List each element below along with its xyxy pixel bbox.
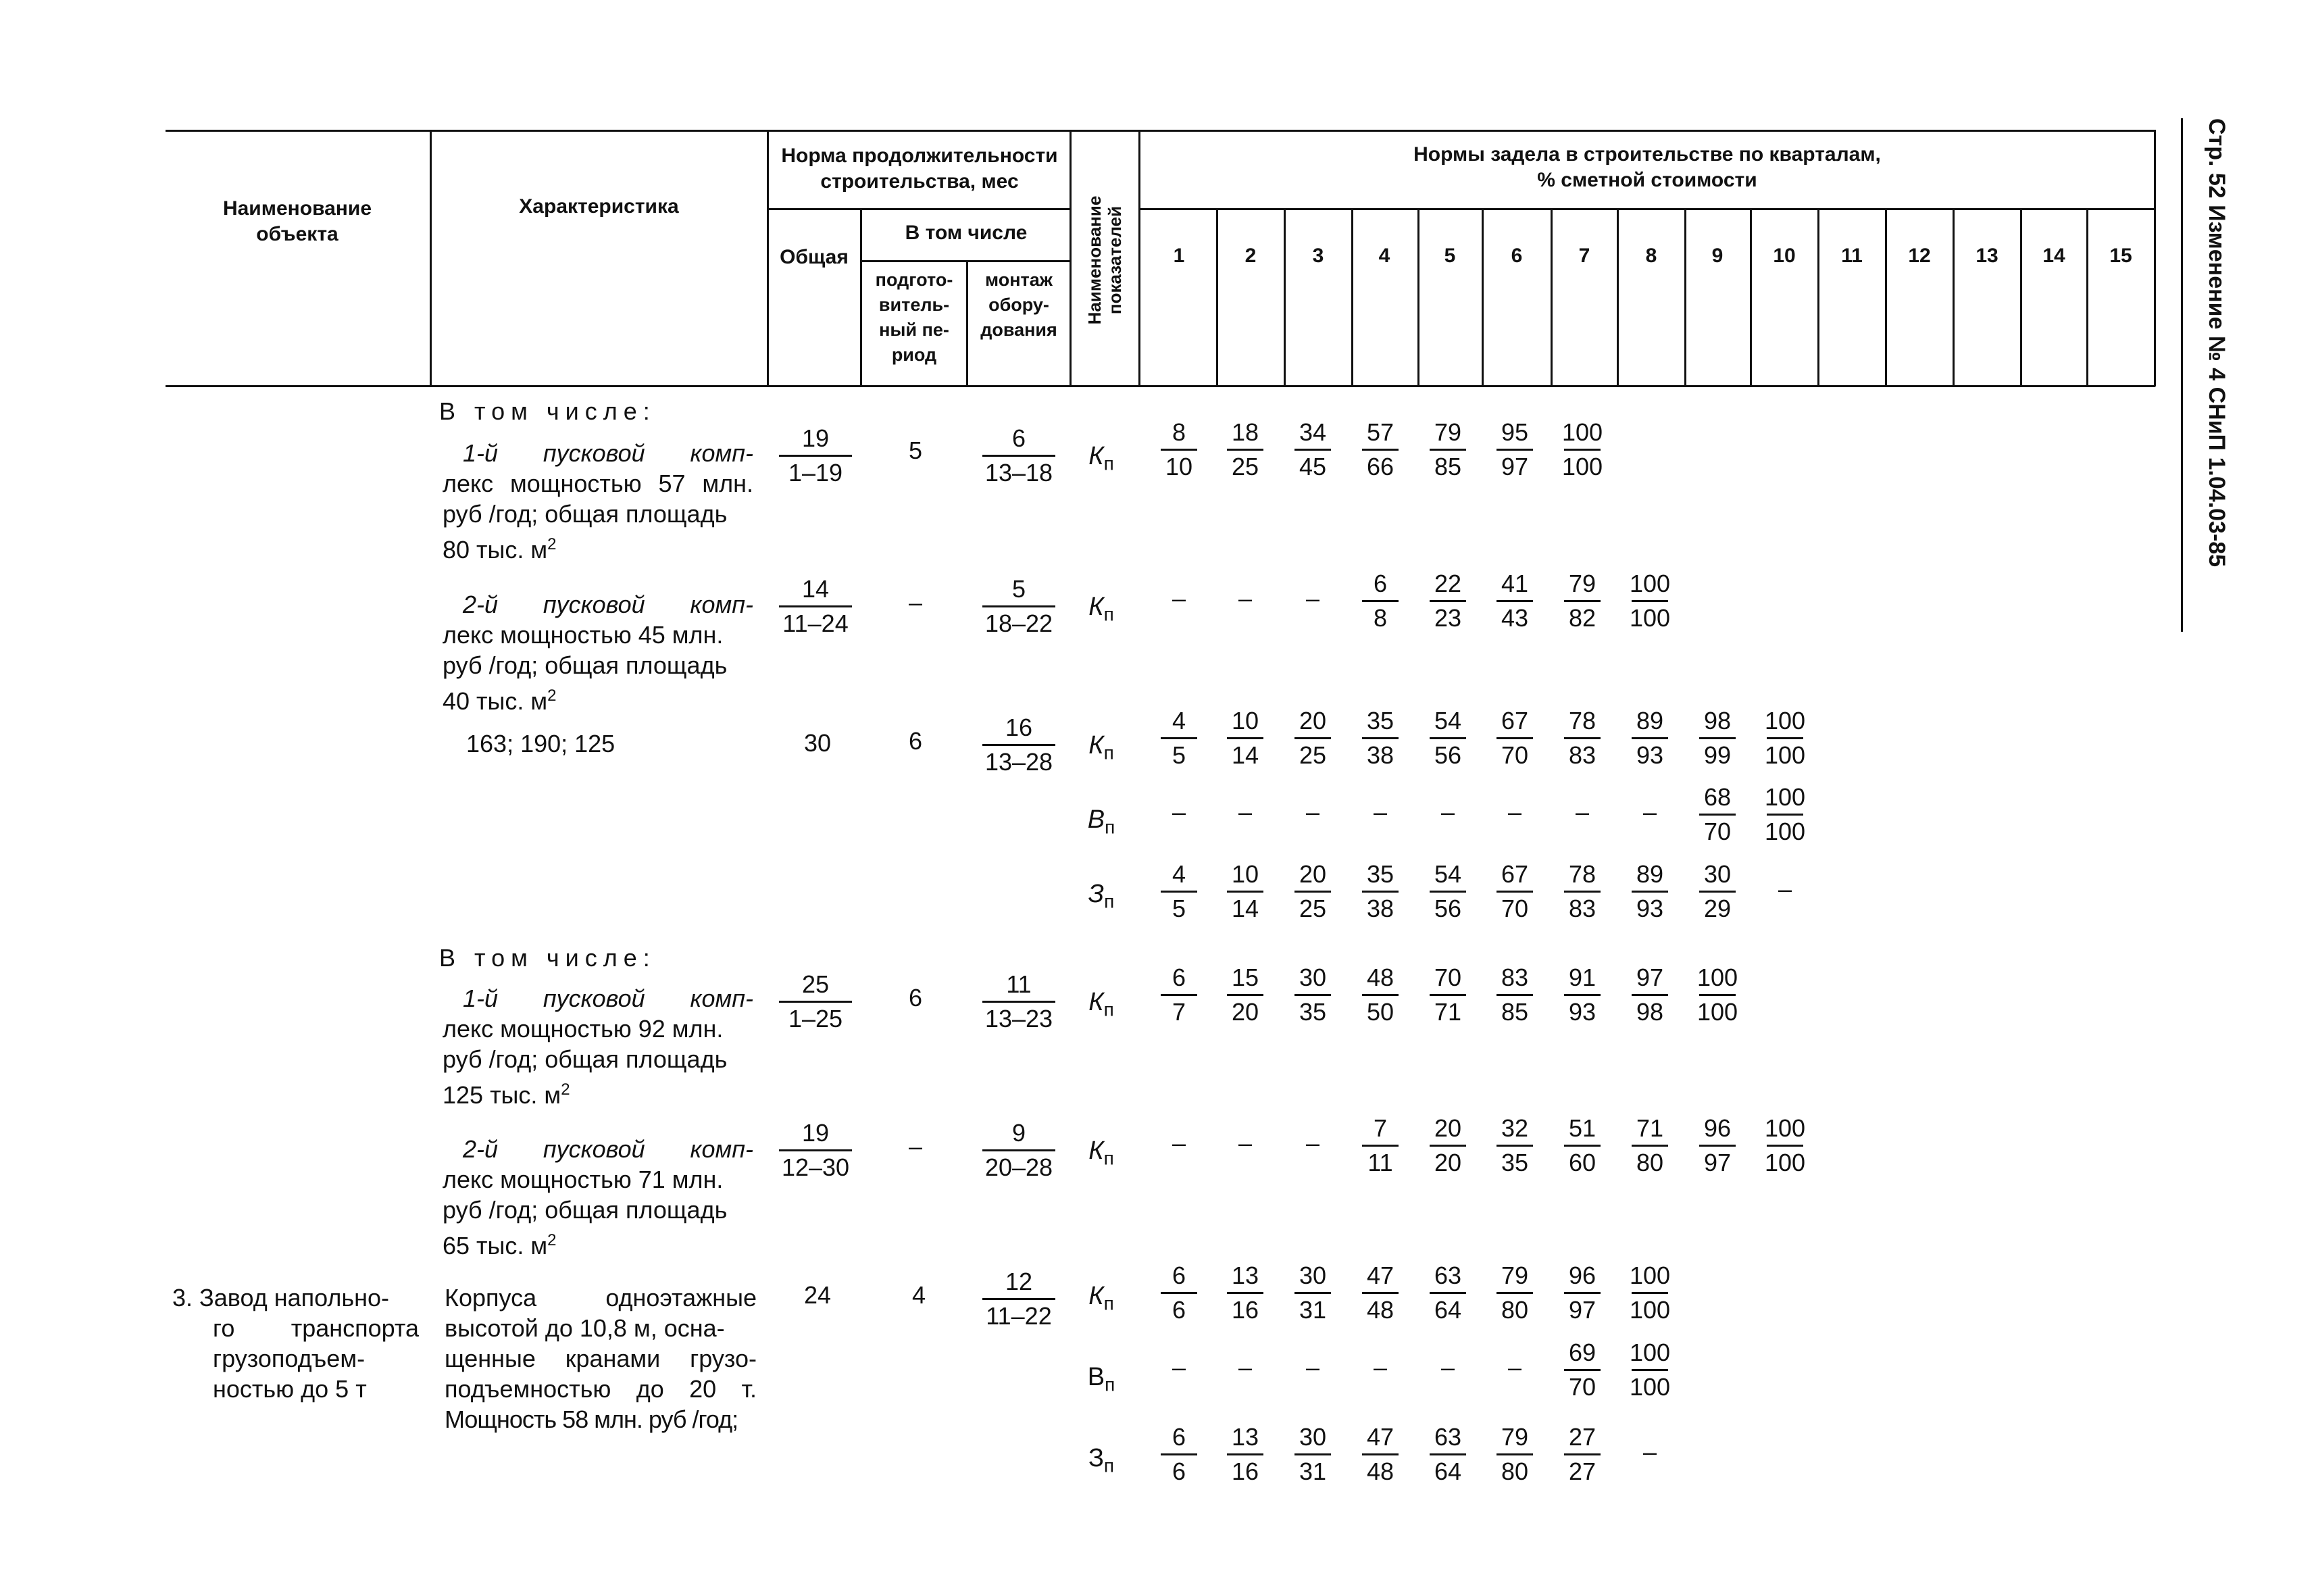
quarter-value: 30 35 xyxy=(1276,963,1350,1027)
quarter-value: 47 48 xyxy=(1343,1422,1417,1487)
quarter-value: 30 29 xyxy=(1680,859,1755,924)
quarter-value: 6 7 xyxy=(1142,963,1216,1027)
q-divider xyxy=(1482,208,1484,386)
indicator-kp: $К_п$ xyxy=(1088,988,1114,1020)
complex-2-prep-period: – xyxy=(908,589,923,616)
quarter-header: 12 xyxy=(1908,245,1931,267)
empty-cell-dash: – xyxy=(1642,798,1657,826)
header-characteristic: Характеристика xyxy=(519,195,679,218)
complex-2-title: 2-й пусковой комп- xyxy=(463,591,753,618)
indicator-zp: $З_п$ xyxy=(1088,880,1115,912)
quarter-value: 30 31 xyxy=(1276,1422,1350,1487)
quarter-value: 69 70 xyxy=(1545,1338,1619,1402)
empty-cell-dash: – xyxy=(1642,1438,1657,1466)
empty-cell-dash: – xyxy=(1305,798,1320,826)
in-that-number-label: В том числе: xyxy=(439,397,656,425)
quarter-header: 13 xyxy=(1976,245,1998,267)
empty-cell-dash: – xyxy=(1238,798,1253,826)
header-preparatory: подгото- витель- ный пе- риод xyxy=(875,270,953,365)
quarter-value: 18 25 xyxy=(1208,418,1282,482)
empty-cell-dash: – xyxy=(1172,584,1186,612)
quarter-header: 10 xyxy=(1773,245,1796,267)
in-that-number-label: В том числе: xyxy=(439,944,656,972)
complex-1-total-duration: 25 1–25 xyxy=(768,970,863,1034)
empty-cell-dash: – xyxy=(1507,1353,1522,1381)
quarter-value: 6 6 xyxy=(1142,1261,1216,1325)
quarter-value: 100 100 xyxy=(1764,783,1806,845)
prep-period: 6 xyxy=(908,727,923,755)
indicator-kp: $К_п$ xyxy=(1088,731,1114,764)
quarter-value: 100 100 xyxy=(1561,418,1603,480)
quarter-value: 22 23 xyxy=(1411,569,1485,633)
quarter-value: 51 60 xyxy=(1545,1114,1619,1178)
prep-period: 4 xyxy=(911,1281,926,1309)
quarter-header: 4 xyxy=(1378,245,1390,267)
col-divider-1 xyxy=(430,130,432,386)
q-divider xyxy=(1617,208,1619,386)
quarter-value: 32 35 xyxy=(1478,1114,1552,1178)
complex-2-prep-period: – xyxy=(908,1132,923,1160)
total-duration: 24 xyxy=(803,1281,832,1309)
complex-2-total-duration: 19 12–30 xyxy=(768,1118,863,1182)
empty-cell-dash: – xyxy=(1172,1129,1186,1157)
complex-1-mounting-period: 11 13–23 xyxy=(972,970,1066,1034)
quarter-value: 48 50 xyxy=(1343,963,1417,1027)
complex-1-description: лекс мощностью 57 млн. руб /год; общая площадь 80 тыс. $м^2$ xyxy=(443,470,753,564)
quarter-value: 4 5 xyxy=(1142,859,1216,924)
empty-cell-dash: – xyxy=(1778,875,1792,903)
header-indicators: Наименование показателей xyxy=(1084,195,1125,325)
quarter-value: 35 38 xyxy=(1343,859,1417,924)
quarter-value: 100 100 xyxy=(1764,707,1806,769)
quarter-value: 79 85 xyxy=(1411,418,1485,482)
quarter-value: 35 38 xyxy=(1343,706,1417,770)
quarter-value: 34 45 xyxy=(1276,418,1350,482)
complex-1-title: 1-й пусковой комп- xyxy=(463,439,753,467)
quarter-value: 95 97 xyxy=(1478,418,1552,482)
quarter-header: 5 xyxy=(1444,245,1456,267)
quarter-value: 79 80 xyxy=(1478,1422,1552,1487)
empty-cell-dash: – xyxy=(1373,1353,1388,1381)
quarter-value: 13 16 xyxy=(1208,1261,1282,1325)
quarter-header: 9 xyxy=(1711,245,1724,267)
quarter-value: 10 14 xyxy=(1208,859,1282,924)
empty-cell-dash: – xyxy=(1238,1129,1253,1157)
empty-cell-dash: – xyxy=(1172,1353,1186,1381)
quarter-value: 4 5 xyxy=(1142,706,1216,770)
complex-1-prep-period: 5 xyxy=(908,437,923,464)
header-total: Общая xyxy=(780,246,849,268)
header-backlog-norm: Нормы задела в строительстве по кварталам, % сметной стоимости xyxy=(1413,143,1881,191)
quarter-header: 2 xyxy=(1244,245,1257,267)
duration-subrule xyxy=(768,208,1071,210)
quarter-value: 30 31 xyxy=(1276,1261,1350,1325)
quarter-header: 7 xyxy=(1578,245,1590,267)
header-mounting: монтаж обору- дования xyxy=(980,270,1057,340)
q-divider xyxy=(2086,208,2088,386)
quarter-value: 47 48 xyxy=(1343,1261,1417,1325)
empty-cell-dash: – xyxy=(1305,1353,1320,1381)
complex-1-total-duration: 19 1–19 xyxy=(768,424,863,488)
quarter-value: 70 71 xyxy=(1411,963,1485,1027)
quarter-header: 11 xyxy=(1841,245,1863,267)
q-divider xyxy=(1817,208,1819,386)
quarter-value: 96 97 xyxy=(1680,1114,1755,1178)
table-header-bottom-rule xyxy=(166,385,2155,387)
quarter-value: 78 83 xyxy=(1545,706,1619,770)
indicator-kp: $К_п$ xyxy=(1088,442,1114,474)
indicator-kp: $К_п$ xyxy=(1088,1282,1114,1314)
quarter-header: 1 xyxy=(1173,245,1185,267)
quarter-value: 15 20 xyxy=(1208,963,1282,1027)
quarter-value: 71 80 xyxy=(1613,1114,1687,1178)
quarter-value: 83 85 xyxy=(1478,963,1552,1027)
complex-1-title: 1-й пусковой комп- xyxy=(463,984,753,1012)
quarter-header: 3 xyxy=(1312,245,1324,267)
mounting-period: 12 11–22 xyxy=(972,1267,1066,1331)
quarter-value: 6 8 xyxy=(1343,569,1417,633)
quarter-value: 79 82 xyxy=(1545,569,1619,633)
indicator-vp: $В_п$ xyxy=(1087,805,1115,838)
object-characteristic: Корпуса одноэтажные высотой до 10,8 м, осна- щенные кранами грузо- подъемностью до 20 т. Мощность 58 млн. руб /год; xyxy=(445,1284,757,1433)
quarter-value: 67 70 xyxy=(1478,859,1552,924)
quarter-value: 67 70 xyxy=(1478,706,1552,770)
q-divider xyxy=(1885,208,1887,386)
quarter-value: 89 93 xyxy=(1613,859,1687,924)
header-duration-norm: Норма продолжительности строительства, мес xyxy=(781,145,1058,193)
quarter-value: 97 98 xyxy=(1613,963,1687,1027)
backlog-subrule xyxy=(1140,208,2155,210)
empty-cell-dash: – xyxy=(1172,798,1186,826)
complex-2-description: лекс мощностью 45 млн. руб /год; общая площадь 40 тыс. $м^2$ xyxy=(443,621,728,715)
quarter-value: 20 25 xyxy=(1276,706,1350,770)
indicator-vp: $В_п$ xyxy=(1087,1363,1115,1395)
quarter-value: 57 66 xyxy=(1343,418,1417,482)
quarter-value: 7 11 xyxy=(1343,1114,1417,1178)
quarter-value: 68 70 xyxy=(1680,782,1755,847)
q-divider xyxy=(1684,208,1686,386)
complex-2-title: 2-й пусковой комп- xyxy=(463,1135,753,1163)
quarter-value: 13 16 xyxy=(1208,1422,1282,1487)
quarter-value: 20 25 xyxy=(1276,859,1350,924)
quarter-value: 20 20 xyxy=(1411,1114,1485,1178)
object-characteristic: 163; 190; 125 xyxy=(466,730,615,757)
empty-cell-dash: – xyxy=(1238,1353,1253,1381)
quarter-value: 41 43 xyxy=(1478,569,1552,633)
quarter-header: 8 xyxy=(1645,245,1657,267)
quarter-value: 100 100 xyxy=(1696,964,1738,1026)
indicator-kp: $К_п$ xyxy=(1088,1137,1114,1169)
empty-cell-dash: – xyxy=(1507,798,1522,826)
quarter-value: 54 56 xyxy=(1411,706,1485,770)
col-divider-6 xyxy=(1138,130,1140,386)
header-object-name: Наименование объекта xyxy=(222,197,372,245)
quarter-value: 63 64 xyxy=(1411,1261,1485,1325)
quarter-header: 15 xyxy=(2109,245,2132,267)
side-header-rule xyxy=(2181,118,2183,632)
empty-cell-dash: – xyxy=(1305,584,1320,612)
quarter-value: 63 64 xyxy=(1411,1422,1485,1487)
quarter-value: 8 10 xyxy=(1142,418,1216,482)
total-duration: 30 xyxy=(803,729,832,757)
quarter-header: 6 xyxy=(1511,245,1523,267)
complex-1-mounting-period: 6 13–18 xyxy=(972,424,1066,488)
q-divider xyxy=(1750,208,1752,386)
object-name: 3. Завод напольно- го транспорта грузоподъем- ностью до 5 т xyxy=(172,1284,419,1403)
indicator-kp: $К_п$ xyxy=(1088,593,1114,625)
quarter-value: 78 83 xyxy=(1545,859,1619,924)
q-divider xyxy=(1551,208,1553,386)
quarter-value: 96 97 xyxy=(1545,1261,1619,1325)
empty-cell-dash: – xyxy=(1575,798,1590,826)
q-divider xyxy=(1953,208,1955,386)
q-divider xyxy=(1351,208,1353,386)
side-running-header: Стр. 52 Изменение № 4 СНиП 1.04.03-85 xyxy=(2204,118,2230,568)
mounting-period: 16 13–28 xyxy=(972,713,1066,777)
complex-2-mounting-period: 5 18–22 xyxy=(972,574,1066,639)
empty-cell-dash: – xyxy=(1440,798,1455,826)
complex-2-description: лекс мощностью 71 млн. руб /год; общая площадь 65 тыс. $м^2$ xyxy=(443,1166,728,1260)
complex-1-description: лекс мощностью 92 млн. руб /год; общая площадь 125 тыс. $м^2$ xyxy=(443,1015,728,1109)
empty-cell-dash: – xyxy=(1373,798,1388,826)
quarter-value: 27 27 xyxy=(1545,1422,1619,1487)
indicator-zp: $З_п$ xyxy=(1088,1444,1115,1476)
empty-cell-dash: – xyxy=(1440,1353,1455,1381)
quarter-value: 6 6 xyxy=(1142,1422,1216,1487)
quarter-value: 10 14 xyxy=(1208,706,1282,770)
complex-2-total-duration: 14 11–24 xyxy=(768,574,863,639)
empty-cell-dash: – xyxy=(1238,584,1253,612)
quarter-value: 100 100 xyxy=(1629,570,1671,632)
quarter-value: 54 56 xyxy=(1411,859,1485,924)
quarter-value: 79 80 xyxy=(1478,1261,1552,1325)
quarter-header: 14 xyxy=(2042,245,2065,267)
quarter-value: 100 100 xyxy=(1764,1114,1806,1176)
quarter-value: 100 100 xyxy=(1629,1339,1671,1401)
complex-1-prep-period: 6 xyxy=(908,984,923,1012)
q-divider xyxy=(2020,208,2022,386)
empty-cell-dash: – xyxy=(1305,1129,1320,1157)
q-divider xyxy=(1284,208,1286,386)
complex-2-mounting-period: 9 20–28 xyxy=(972,1118,1066,1182)
quarter-value: 100 100 xyxy=(1629,1262,1671,1324)
quarter-value: 89 93 xyxy=(1613,706,1687,770)
quarter-value: 91 93 xyxy=(1545,963,1619,1027)
quarter-value: 98 99 xyxy=(1680,706,1755,770)
q-divider xyxy=(1216,208,1218,386)
header-including: В том числе xyxy=(905,222,1028,244)
table-top-rule xyxy=(166,130,2155,132)
table-right-edge xyxy=(2154,130,2156,386)
q-divider xyxy=(1417,208,1419,386)
